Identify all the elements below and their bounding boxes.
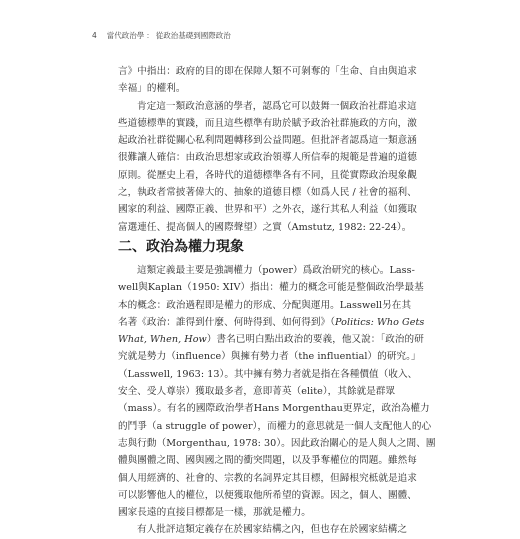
paragraph-3-line: 個人用經濟的、社會的、宗教的名詞界定其目標，但歸根究柢就是追求	[118, 472, 417, 484]
paragraph-3-line: 安全、受人尊崇）獲取最多者，意即菁英（elite），其餘就是群眾	[118, 386, 396, 398]
paragraph-3-line: 可以影響他人的權位，以便獲取他所希望的資源。因之，個人、團體、	[118, 489, 417, 501]
book-subtitle: 從政治基礎到國際政治	[155, 31, 231, 40]
line-text: ）書名已明白點出政治的要義，他又說：「政治的研	[206, 334, 424, 346]
paragraph-3-line: （Lasswell, 1963: 13）。其中擁有勢力者就是指在各種價值（收入、	[118, 368, 418, 380]
paragraph-2-line: 國家的利益、國際正義、世界和平）之外衣，遂行其私人利益（如獲取	[118, 204, 417, 216]
header-separator: ：	[146, 31, 154, 40]
paragraph-3-line: 本的概念：政治過程即是權力的形成、分配與運用。Lasswell另在其	[118, 299, 412, 311]
page-number: 4	[92, 31, 97, 40]
section-heading: 二、政治為權力現象	[118, 239, 244, 255]
paragraph-2-line: 起政治社群從關心私利問題轉移到公益問題。但批評者認爲這一類意涵	[118, 135, 417, 147]
paragraph-3-line: 志與行動（Morgenthau, 1978: 30）。因此政治關心的是人與人之間、團	[118, 437, 436, 449]
paragraph-3-line: well與Kaplan（1950: XIV）指出：權力的概念可能是整個政治學最基	[118, 282, 424, 294]
italic-book-title: Politics: Who Gets	[335, 316, 425, 328]
paragraph-1-line: 幸福」的權利。	[118, 83, 186, 95]
paragraph-1-line: 言》中指出：政府的目的即在保障人類不可剝奪的「生命、自由與追求	[118, 66, 417, 77]
paragraph-3-line: （mass）。有名的國際政治學者Hans Morgenthau更界定，政治為權力	[118, 403, 430, 415]
text-block-lower	[118, 262, 436, 539]
paragraph-4-line: 有人批評這類定義存在於國家結構之內，但也存在於國家結構之	[137, 524, 408, 536]
paragraph-3-line: 這類定義最主要是強調權力（power）爲政治研究的核心。Lass-	[137, 265, 415, 276]
italic-book-title: What, When, How	[118, 334, 207, 346]
paragraph-3-line: 的鬥爭（a struggle of power），而權力的意思就是一個人支配他人的心	[118, 420, 432, 432]
running-header	[92, 30, 231, 41]
line-text: 名著《政治：誰得到什麼、何時得到、如何得到》（	[118, 316, 336, 328]
paragraph-2-line: 很難讓人確信：由政治思想家或政治領導人所信奉的規範是普遍的道德	[118, 152, 417, 164]
paragraph-3-line: 國家長遠的直接目標都是一樣，那就是權力。	[118, 507, 311, 519]
text-block-upper	[118, 63, 417, 236]
paragraph-2-line: 些道德標準的實踐，而且這些標準有助於賦予政治社群施政的方向，激	[118, 117, 417, 129]
paragraph-3-line: 究就是勢力（influence）與擁有勢力者（the influential）的研究。」	[118, 351, 421, 363]
paragraph-3-line: 體與團體之間、國與國之間的衝突問題，以及爭奪權位的問題。雖然每	[118, 455, 417, 467]
paragraph-3-line	[118, 314, 425, 331]
book-title: 當代政治學	[106, 31, 145, 40]
paragraph-2-line: 肯定這一類政治意涵的學者，認爲它可以鼓舞一個政治社群追求這	[137, 100, 417, 112]
paragraph-3-line	[118, 331, 424, 348]
paragraph-2-line: 富選連任、提高個人的國際聲望）之實（Amstutz, 1982: 22-24）。	[118, 221, 412, 233]
paragraph-2-line: 原則。從歷史上看，各時代的道德標準各有不同，且從實際政治現象觀	[118, 169, 417, 181]
paragraph-2-line: 之，執政者常披著偉大的、抽象的道德目標（如爲人民 / 社會的福利、	[118, 187, 417, 199]
